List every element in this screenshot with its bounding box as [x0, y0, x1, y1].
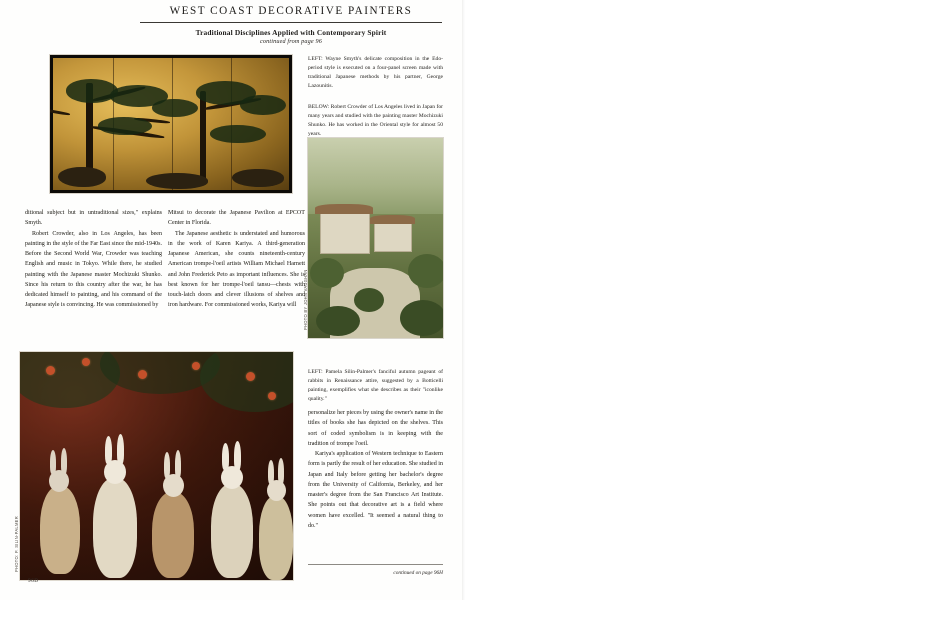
rabbit-ear — [164, 452, 170, 478]
shrub — [408, 254, 443, 288]
paragraph: Kariya's application of Western technique to Eastern form is partly the result of her education. She studied in Japan and Italy before getting her bachelor's degree from the University of California, Berkeley, and her master's degree from the San Francisco Art Institute. She points out that decorative art is a field where women have excelled. "It seemed a natural thing to do." — [308, 451, 443, 529]
rabbit-ear — [50, 450, 56, 474]
continued-divider — [308, 564, 443, 565]
pavilion-roof — [370, 215, 415, 224]
rabbit-ear — [234, 441, 241, 470]
pine-foliage — [98, 117, 152, 135]
screen-panel-seam — [231, 58, 232, 190]
paragraph: personalize her pieces by using the owner's name in the titles of books she has depicted on the shelves. This sort of coded symbolism is in keeping with the tradition of trompe l'oeil. — [308, 410, 443, 447]
pine-trunk — [200, 91, 206, 183]
rabbit-ear — [117, 434, 124, 464]
rabbit-ear — [222, 443, 229, 470]
pine-foliage — [210, 125, 266, 143]
page-title: WEST COAST DECORATIVE PAINTERS — [169, 5, 413, 17]
rabbit-robe — [40, 486, 80, 574]
masthead-divider — [140, 22, 442, 23]
deck-continued-from: continued from page 96 — [259, 38, 322, 45]
rabbit-figure — [256, 456, 293, 580]
continued-on-page: continued on page 96H — [393, 570, 443, 576]
photo-credit-vertical: PHOTO BY JOHN VAUGHAN — [303, 269, 308, 330]
rabbit-robe — [152, 492, 194, 578]
pine-foliage — [240, 95, 286, 115]
rabbit-ear — [175, 450, 181, 478]
rock-form — [232, 169, 284, 187]
pavilion-building — [320, 212, 370, 254]
caption-column-top — [308, 55, 443, 139]
spread-gutter — [462, 0, 465, 600]
epcot-garden-photo — [308, 138, 443, 338]
rabbit-robe — [93, 478, 137, 578]
deck-text: Traditional Disciplines Applied with Contemporary Spirit — [195, 28, 387, 37]
rock-form — [58, 167, 106, 187]
paragraph: ditional subject but in untraditional sizes," explains Smyth. — [25, 210, 162, 227]
rabbit-robe — [259, 496, 293, 580]
shrub — [354, 288, 384, 312]
body-column-3 — [308, 408, 443, 531]
japanese-screen-photo — [50, 55, 292, 193]
rabbit-ear — [105, 436, 112, 464]
fruit — [192, 362, 200, 370]
shrub — [316, 306, 360, 336]
fruit — [82, 358, 90, 366]
body-column-2 — [168, 208, 305, 311]
caption-left-screen: LEFT: Wayne Smyth's delicate composition in the Edo-period style is executed on a four-panel screen made with traditional Japanese methods by his partner, George Lazounitis. — [308, 56, 443, 90]
rabbit-painting-photo — [20, 352, 293, 580]
fruit — [138, 370, 147, 379]
pine-foliage — [152, 99, 198, 117]
fruit — [268, 392, 276, 400]
shrub — [310, 258, 344, 288]
photo-credit-vertical-bottom: PHOTO: P. SILIN-PALMER — [14, 516, 19, 572]
fruit — [46, 366, 55, 375]
rabbit-figure — [206, 438, 258, 578]
rabbit-figure — [88, 432, 142, 578]
rabbit-figure — [36, 444, 84, 574]
right-page-advertisement — [463, 0, 926, 600]
rock-form — [146, 173, 208, 189]
rabbit-ear — [61, 448, 67, 474]
fruit — [246, 372, 255, 381]
paragraph: Mitsui to decorate the Japanese Pavilion at EPCOT Center in Florida. — [168, 210, 305, 227]
caption-column-bottom — [308, 368, 443, 404]
rabbit-figure — [148, 448, 198, 578]
rabbit-ear — [268, 460, 274, 484]
page-folio: 96D — [28, 578, 39, 584]
shrub — [400, 300, 443, 336]
caption-left-rabbits: LEFT: Pamela Silin-Palmer's fanciful autumn pageant of rabbits in Renaissance attire, suggested by a Botticelli painting, exemplifies what she describes as their "iconlike quality." — [308, 369, 443, 403]
pine-foliage — [66, 79, 118, 103]
left-page — [0, 0, 463, 600]
rabbit-robe — [211, 484, 253, 578]
caption-below-crowder: BELOW: Robert Crowder of Los Angeles lived in Japan for many years and studied with the painting master Mochizuki Shunko. He has worked in the Oriental style for almost 50 years. — [308, 104, 443, 138]
paragraph: The Japanese aesthetic is understated and humorous in the work of Karen Kariya. A third-generation Japanese American, she counts nineteenth-century American trompe-l'oeil artists William Michael Harnett and John Frederick Peto as important influences. She is best known for her trompe-l'oeil tansu—chests with touch-latch doors and clever illusions of shelves and iron hardware. For commissioned works, Kariya will — [168, 230, 305, 309]
body-column-1 — [25, 208, 162, 311]
pavilion-building — [374, 222, 412, 252]
paragraph: Robert Crowder, also in Los Angeles, has been painting in the style of the Far East since the mid-1940s. Before the Second World War, Crowder was teaching English and music in Tokyo. While there, he studied painting with the Japanese master Mochizuki Shunko. Since his return to this country after the war, he has dedicated himself to painting, and his command of the Japanese style is convincing. He was commissioned by — [25, 230, 162, 309]
pavilion-roof — [315, 204, 373, 214]
article-deck — [140, 28, 442, 45]
screen-panel-seam — [172, 58, 173, 190]
rabbit-ear — [278, 458, 284, 484]
